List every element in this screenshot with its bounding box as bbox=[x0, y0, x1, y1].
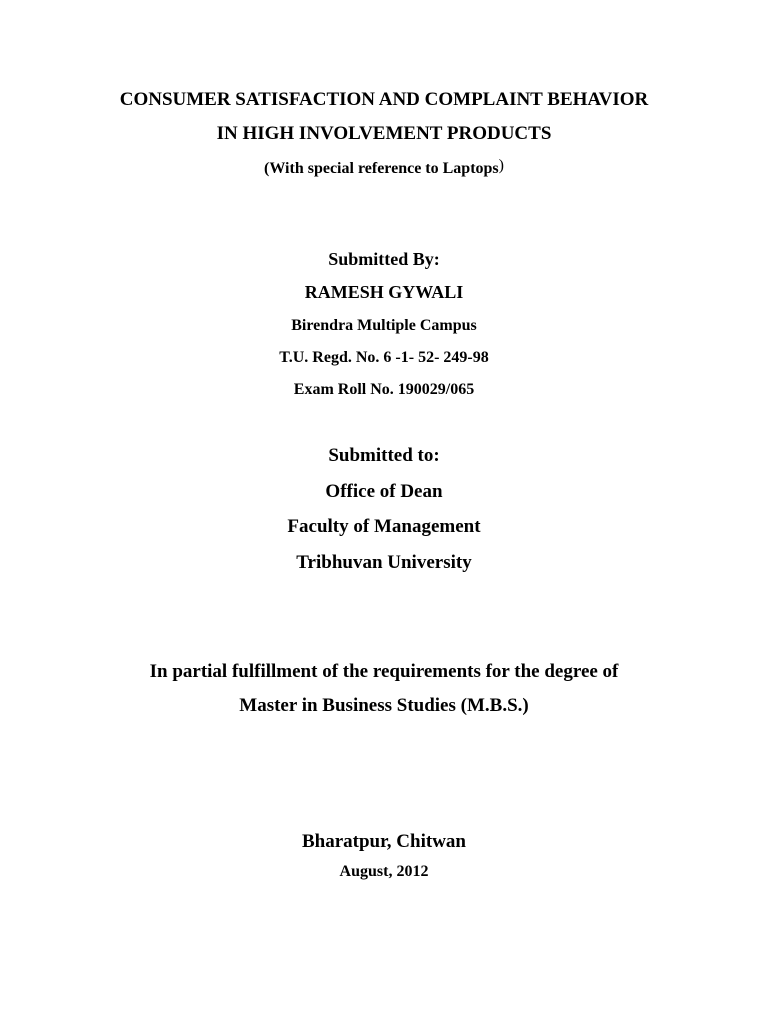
recipient-office: Office of Dean bbox=[325, 481, 443, 502]
recipient-faculty: Faculty of Management bbox=[287, 516, 481, 537]
submission-date: August, 2012 bbox=[339, 863, 429, 880]
author-roll-no: Exam Roll No. 190029/065 bbox=[293, 381, 475, 398]
thesis-title-line-1: CONSUMER SATISFACTION AND COMPLAINT BEHAVIOR bbox=[119, 89, 649, 110]
fulfillment-line-2: Master in Business Studies (M.B.S.) bbox=[239, 695, 529, 716]
thesis-subtitle-close: ) bbox=[498, 157, 504, 174]
author-name: RAMESH GYWALI bbox=[304, 282, 464, 302]
author-regd-no: T.U. Regd. No. 6 -1- 52- 249-98 bbox=[279, 349, 489, 366]
thesis-subtitle-text: (With special reference to Laptops bbox=[264, 160, 499, 177]
author-campus: Birendra Multiple Campus bbox=[291, 317, 477, 334]
thesis-subtitle bbox=[0, 157, 768, 177]
place: Bharatpur, Chitwan bbox=[301, 831, 466, 852]
submitted-to-heading: Submitted to: bbox=[328, 445, 440, 466]
fulfillment-line-1: In partial fulfillment of the requirements for the degree of bbox=[149, 661, 619, 682]
submitted-by-heading: Submitted By: bbox=[328, 249, 440, 269]
thesis-title-line-2: IN HIGH INVOLVEMENT PRODUCTS bbox=[216, 123, 552, 144]
recipient-university: Tribhuvan University bbox=[296, 552, 472, 573]
